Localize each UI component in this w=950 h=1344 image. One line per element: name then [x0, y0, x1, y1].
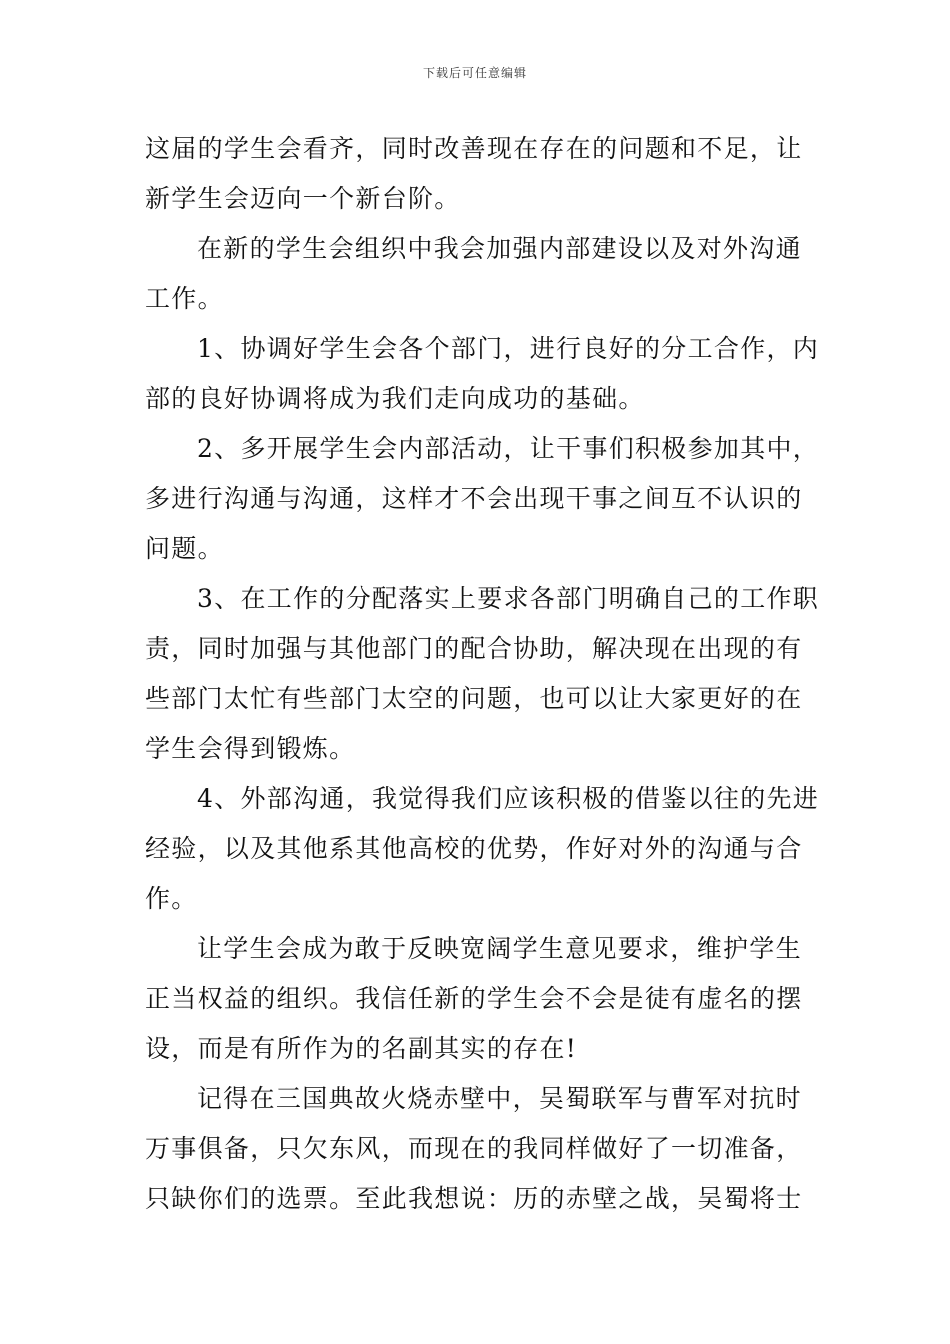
text-line: 经验，以及其他系其他高校的优势，作好对外的沟通与合 — [145, 834, 803, 863]
text-line: 作。 — [145, 884, 198, 913]
list-item-4-line: 4、外部沟通，我觉得我们应该积极的借鉴以往的先进 — [197, 784, 820, 813]
paragraph-start-line: 让学生会成为敢于反映宽阔学生意见要求，维护学生 — [197, 934, 802, 963]
list-item-3-line: 3、在工作的分配落实上要求各部门明确自己的工作职 — [197, 584, 820, 613]
text-line: 工作。 — [145, 284, 224, 313]
paragraph-start-line: 记得在三国典故火烧赤壁中，吴蜀联军与曹军对抗时 — [197, 1084, 802, 1113]
text-line: 设，而是有所作为的名副其实的存在! — [145, 1034, 578, 1063]
text-line: 只缺你们的选票。至此我想说：历的赤壁之战，吴蜀将士 — [145, 1184, 803, 1213]
text-line: 正当权益的组织。我信任新的学生会不会是徒有虚名的摆 — [145, 984, 803, 1013]
list-item-1-line: 1、协调好学生会各个部门，进行良好的分工合作，内 — [197, 334, 820, 363]
document-body — [145, 124, 820, 1224]
text-line: 新学生会迈向一个新台阶。 — [145, 184, 461, 213]
list-item-2-line: 2、多开展学生会内部活动，让干事们积极参加其中， — [197, 434, 820, 463]
text-line: 这届的学生会看齐，同时改善现在存在的问题和不足，让 — [145, 134, 803, 163]
text-line: 问题。 — [145, 534, 224, 563]
text-line: 万事俱备，只欠东风，而现在的我同样做好了一切准备， — [145, 1134, 803, 1163]
text-line: 部的良好协调将成为我们走向成功的基础。 — [145, 384, 645, 413]
text-line: 多进行沟通与沟通，这样才不会出现干事之间互不认识的 — [145, 484, 803, 513]
text-line: 学生会得到锻炼。 — [145, 734, 356, 763]
page-header: 下载后可任意编辑 — [422, 66, 527, 80]
text-line: 责，同时加强与其他部门的配合协助，解决现在出现的有 — [145, 634, 803, 663]
paragraph-start-line: 在新的学生会组织中我会加强内部建设以及对外沟通 — [197, 234, 802, 263]
text-line: 些部门太忙有些部门太空的问题，也可以让大家更好的在 — [145, 684, 803, 713]
